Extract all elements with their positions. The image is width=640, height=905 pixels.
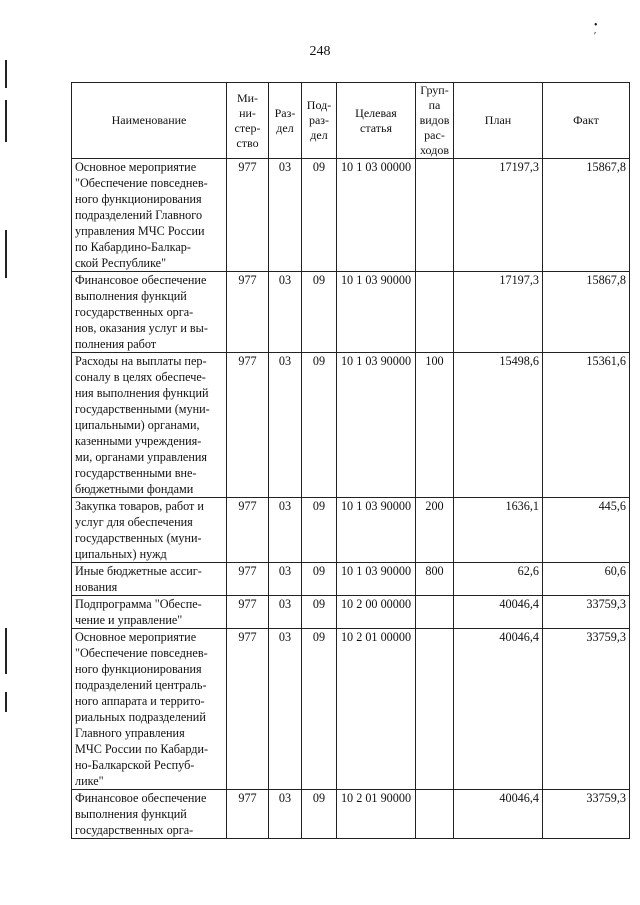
- row-name: Расходы на выплаты пер- соналу в целях обеспече- ния выполнения функций государственными (муни- ципальными) органами, казенными учреждения- ми, органами управления государственными вне- бюджетными фондами: [72, 353, 227, 498]
- page-number: 248: [309, 44, 331, 59]
- row-name: Иные бюджетные ассиг- нования: [72, 563, 227, 596]
- row-group: [416, 629, 454, 790]
- row-subsection: 09: [302, 272, 337, 353]
- row-group: 800: [416, 563, 454, 596]
- row-subsection: 09: [302, 498, 337, 563]
- row-group: 100: [416, 353, 454, 498]
- row-plan: 62,6: [454, 563, 543, 596]
- row-subsection: 09: [302, 629, 337, 790]
- header-target-article: Целевая статья: [337, 83, 416, 159]
- row-fact: 33759,3: [543, 629, 630, 790]
- row-section: 03: [269, 272, 302, 353]
- row-plan: 15498,6: [454, 353, 543, 498]
- row-target: 10 1 03 90000: [337, 272, 416, 353]
- row-fact: 33759,3: [543, 790, 630, 839]
- row-fact: 33759,3: [543, 596, 630, 629]
- row-name: Подпрограмма "Обеспе- чение и управление": [72, 596, 227, 629]
- table-row: [72, 563, 630, 596]
- row-target: 10 1 03 90000: [337, 498, 416, 563]
- row-group: [416, 159, 454, 272]
- row-name: Финансовое обеспечение выполнения функций государственных орга- нов, оказания услуг и вы- полнения работ: [72, 272, 227, 353]
- row-fact: 15867,8: [543, 272, 630, 353]
- row-plan: 17197,3: [454, 272, 543, 353]
- table-header-row: [72, 83, 630, 159]
- row-target: 10 1 03 90000: [337, 563, 416, 596]
- row-section: 03: [269, 498, 302, 563]
- row-name: Основное мероприятие "Обеспечение повседнев- ного функционирования подразделений централь- ного аппарата и террито- риальных подразделений Главного управления МЧС России по Кабарди- но-Балкарской Респуб- лике": [72, 629, 227, 790]
- row-ministry: 977: [227, 790, 269, 839]
- corner-marks: • ′: [594, 20, 622, 42]
- row-subsection: 09: [302, 596, 337, 629]
- scan-mark-2: [5, 100, 7, 142]
- row-subsection: 09: [302, 790, 337, 839]
- row-subsection: 09: [302, 563, 337, 596]
- header-name: Наименование: [72, 83, 227, 159]
- row-name: Основное мероприятие "Обеспечение повседнев- ного функционирования подразделений Главного управления МЧС России по Кабардино-Балкар- ской Республике": [72, 159, 227, 272]
- row-ministry: 977: [227, 596, 269, 629]
- row-ministry: 977: [227, 159, 269, 272]
- row-target: 10 1 03 00000: [337, 159, 416, 272]
- table-row: [72, 629, 630, 790]
- row-group: [416, 596, 454, 629]
- row-section: 03: [269, 563, 302, 596]
- table-row: [72, 498, 630, 563]
- row-section: 03: [269, 629, 302, 790]
- row-plan: 40046,4: [454, 629, 543, 790]
- row-target: 10 2 01 90000: [337, 790, 416, 839]
- row-section: 03: [269, 596, 302, 629]
- row-target: 10 2 01 00000: [337, 629, 416, 790]
- row-plan: 1636,1: [454, 498, 543, 563]
- row-plan: 17197,3: [454, 159, 543, 272]
- row-subsection: 09: [302, 159, 337, 272]
- row-plan: 40046,4: [454, 596, 543, 629]
- row-ministry: 977: [227, 563, 269, 596]
- row-fact: 15867,8: [543, 159, 630, 272]
- scan-mark-3: [5, 230, 7, 278]
- row-fact: 445,6: [543, 498, 630, 563]
- table-row: [72, 790, 630, 839]
- row-name: Финансовое обеспечение выполнения функций государственных орга-: [72, 790, 227, 839]
- scan-mark-5: [5, 692, 7, 712]
- row-ministry: 977: [227, 498, 269, 563]
- row-ministry: 977: [227, 353, 269, 498]
- header-plan: План: [454, 83, 543, 159]
- row-section: 03: [269, 790, 302, 839]
- table-row: [72, 596, 630, 629]
- row-plan: 40046,4: [454, 790, 543, 839]
- row-subsection: 09: [302, 353, 337, 498]
- row-ministry: 977: [227, 272, 269, 353]
- row-target: 10 1 03 90000: [337, 353, 416, 498]
- scan-mark-4: [5, 628, 7, 674]
- row-section: 03: [269, 353, 302, 498]
- header-ministry: Ми- ни- стер- ство: [227, 83, 269, 159]
- row-target: 10 2 00 00000: [337, 596, 416, 629]
- header-expense-group: Груп- па видов рас- ходов: [416, 83, 454, 159]
- row-fact: 15361,6: [543, 353, 630, 498]
- row-group: 200: [416, 498, 454, 563]
- table-row: [72, 353, 630, 498]
- row-fact: 60,6: [543, 563, 630, 596]
- table-row: [72, 272, 630, 353]
- header-subsection: Под- раз- дел: [302, 83, 337, 159]
- header-section: Раз- дел: [269, 83, 302, 159]
- row-group: [416, 272, 454, 353]
- row-section: 03: [269, 159, 302, 272]
- row-group: [416, 790, 454, 839]
- header-fact: Факт: [543, 83, 630, 159]
- row-ministry: 977: [227, 629, 269, 790]
- budget-table: [71, 82, 630, 839]
- table-row: [72, 159, 630, 272]
- scan-mark-1: [5, 60, 7, 88]
- row-name: Закупка товаров, работ и услуг для обеспечения государственных (муни- ципальных) нужд: [72, 498, 227, 563]
